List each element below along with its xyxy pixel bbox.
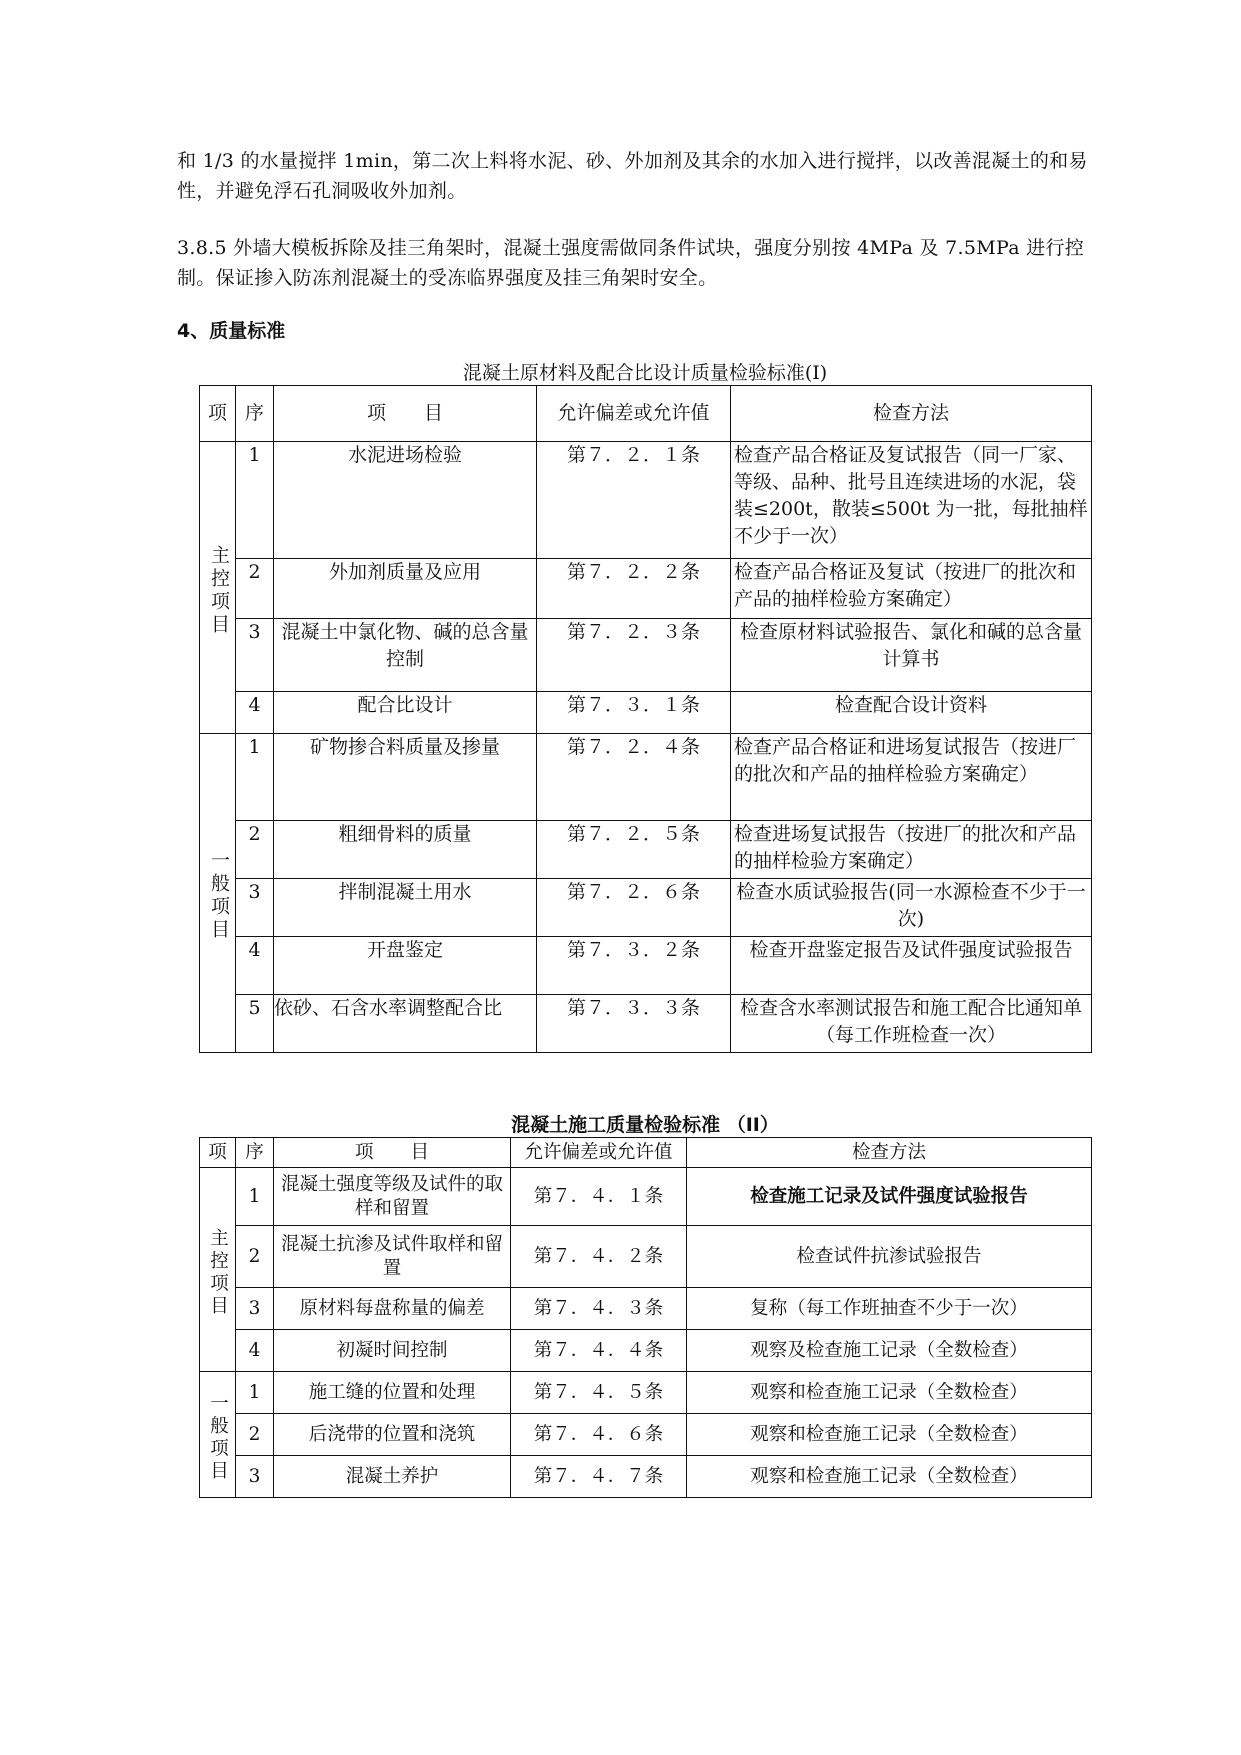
row-item: 外加剂质量及应用 <box>274 559 537 619</box>
row-item: 水泥进场检验 <box>274 442 537 559</box>
row-value: 第７．２．３条 <box>537 619 731 692</box>
row-item: 混凝土中氯化物、碱的总含量控制 <box>274 619 537 692</box>
table1-caption: 混凝土原材料及配合比设计质量检验标准(I) <box>462 362 828 384</box>
row-no: 4 <box>236 937 274 995</box>
row-method: 检查开盘鉴定报告及试件强度试验报告 <box>731 937 1092 995</box>
row-item: 矿物掺合料质量及掺量 <box>274 734 537 821</box>
table-row <box>200 1330 1092 1372</box>
row-no: 2 <box>236 559 274 619</box>
header-seq: 序 <box>236 1138 274 1168</box>
row-item: 混凝土强度等级及试件的取样和留置 <box>274 1168 511 1226</box>
row-value: 第７．３．１条 <box>537 692 731 734</box>
table-row <box>200 1456 1092 1498</box>
header-allowance: 允许偏差或允许值 <box>537 386 731 442</box>
row-method: 检查进场复试报告（按进厂的批次和产品的抽样检验方案确定） <box>731 821 1092 879</box>
row-item: 混凝土养护 <box>274 1456 511 1498</box>
table-row <box>200 879 1092 937</box>
header-seq: 序 <box>236 386 274 442</box>
row-method: 检查试件抗渗试验报告 <box>687 1226 1092 1288</box>
table-row <box>200 619 1092 692</box>
row-method: 复称（每工作班抽查不少于一次） <box>687 1288 1092 1330</box>
paragraph-formwork: 3.8.5 外墙大模板拆除及挂三角架时，混凝土强度需做同条件试块，强度分别按 4MPa 及 7.5MPa 进行控制。保证掺入防冻剂混凝土的受冻临界强度及挂三角架时安全。 <box>177 237 1085 289</box>
row-value: 第７．２．２条 <box>537 559 731 619</box>
row-no: 1 <box>236 1372 274 1414</box>
row-no: 4 <box>236 692 274 734</box>
row-method: 检查产品合格证和进场复试报告（按进厂的批次和产品的抽样检验方案确定） <box>731 734 1092 821</box>
table-row <box>200 692 1092 734</box>
row-value: 第７．２．６条 <box>537 879 731 937</box>
table-row <box>200 821 1092 879</box>
paragraph-mixing: 和 1/3 的水量搅拌 1min，第二次上料将水泥、砂、外加剂及其余的水加入进行搅拌，以改善混凝土的和易性，并避免浮石孔洞吸收外加剂。 <box>177 150 1088 202</box>
row-item: 混凝土抗渗及试件取样和留置 <box>274 1226 511 1288</box>
row-method: 检查产品合格证及复试（按进厂的批次和产品的抽样检验方案确定） <box>731 559 1092 619</box>
header-method: 检查方法 <box>687 1138 1092 1168</box>
row-method: 观察及检查施工记录（全数检查） <box>687 1330 1092 1372</box>
row-item: 原材料每盘称量的偏差 <box>274 1288 511 1330</box>
table-row <box>200 1168 1092 1226</box>
row-value: 第７．４．２条 <box>511 1226 687 1288</box>
row-method: 检查配合设计资料 <box>731 692 1092 734</box>
group-general: 一般项目 <box>200 734 236 1053</box>
row-method: 检查含水率测试报告和施工配合比通知单（每工作班检查一次） <box>731 995 1092 1053</box>
table-row <box>200 1288 1092 1330</box>
row-item: 后浇带的位置和浇筑 <box>274 1414 511 1456</box>
row-no: 4 <box>236 1330 274 1372</box>
row-item: 依砂、石含水率调整配合比 <box>274 995 537 1053</box>
table-row <box>200 937 1092 995</box>
row-no: 5 <box>236 995 274 1053</box>
table-row <box>200 1372 1092 1414</box>
table-row <box>200 734 1092 821</box>
header-method: 检查方法 <box>731 386 1092 442</box>
row-no: 2 <box>236 1226 274 1288</box>
table2-header-row <box>200 1138 1092 1168</box>
header-allowance: 允许偏差或允许值 <box>511 1138 687 1168</box>
row-item: 配合比设计 <box>274 692 537 734</box>
row-item: 施工缝的位置和处理 <box>274 1372 511 1414</box>
table1-raw-material-standard <box>199 385 1092 1053</box>
row-value: 第７．３．２条 <box>537 937 731 995</box>
row-value: 第７．４．１条 <box>511 1168 687 1226</box>
row-value: 第７．２．１条 <box>537 442 731 559</box>
row-method: 检查水质试验报告(同一水源检查不少于一次) <box>731 879 1092 937</box>
header-item: 项 目 <box>274 386 537 442</box>
row-value: 第７．４．４条 <box>511 1330 687 1372</box>
row-method: 检查施工记录及试件强度试验报告 <box>687 1168 1092 1226</box>
row-method: 检查产品合格证及复试报告（同一厂家、等级、品种、批号且连续进场的水泥，袋装≤200t，散装≤500t 为一批，每批抽样不少于一次） <box>731 442 1092 559</box>
row-no: 3 <box>236 879 274 937</box>
header-category: 项 <box>200 1138 236 1168</box>
row-value: 第７．２．５条 <box>537 821 731 879</box>
row-method: 检查原材料试验报告、氯化和碱的总含量计算书 <box>731 619 1092 692</box>
row-no: 3 <box>236 619 274 692</box>
row-value: 第７．４．５条 <box>511 1372 687 1414</box>
row-method: 观察和检查施工记录（全数检查） <box>687 1456 1092 1498</box>
table1-header-row <box>200 386 1092 442</box>
header-category: 项 <box>200 386 236 442</box>
group-main-control: 主控项目 <box>200 1168 236 1372</box>
row-value: 第７．４．３条 <box>511 1288 687 1330</box>
row-no: 3 <box>236 1288 274 1330</box>
row-value: 第７．４．７条 <box>511 1456 687 1498</box>
row-value: 第７．２．４条 <box>537 734 731 821</box>
table-row <box>200 995 1092 1053</box>
row-no: 1 <box>236 734 274 821</box>
row-method: 观察和检查施工记录（全数检查） <box>687 1414 1092 1456</box>
row-no: 2 <box>236 1414 274 1456</box>
table-row <box>200 1414 1092 1456</box>
row-item: 粗细骨料的质量 <box>274 821 537 879</box>
group-general: 一般项目 <box>200 1372 236 1498</box>
group-main-control: 主控项目 <box>200 442 236 734</box>
row-no: 1 <box>236 442 274 559</box>
table-row <box>200 559 1092 619</box>
section-heading: 4、质量标准 <box>177 320 286 342</box>
row-no: 1 <box>236 1168 274 1226</box>
row-item: 拌制混凝土用水 <box>274 879 537 937</box>
table2-construction-standard <box>199 1137 1092 1498</box>
row-value: 第７．４．６条 <box>511 1414 687 1456</box>
header-item: 项 目 <box>274 1138 511 1168</box>
row-item: 开盘鉴定 <box>274 937 537 995</box>
table2-caption: 混凝土施工质量检验标准 （II） <box>511 1114 779 1136</box>
row-value: 第７．３．３条 <box>537 995 731 1053</box>
row-item: 初凝时间控制 <box>274 1330 511 1372</box>
row-method: 观察和检查施工记录（全数检查） <box>687 1372 1092 1414</box>
row-no: 3 <box>236 1456 274 1498</box>
row-no: 2 <box>236 821 274 879</box>
table-row <box>200 1226 1092 1288</box>
table-row <box>200 442 1092 559</box>
